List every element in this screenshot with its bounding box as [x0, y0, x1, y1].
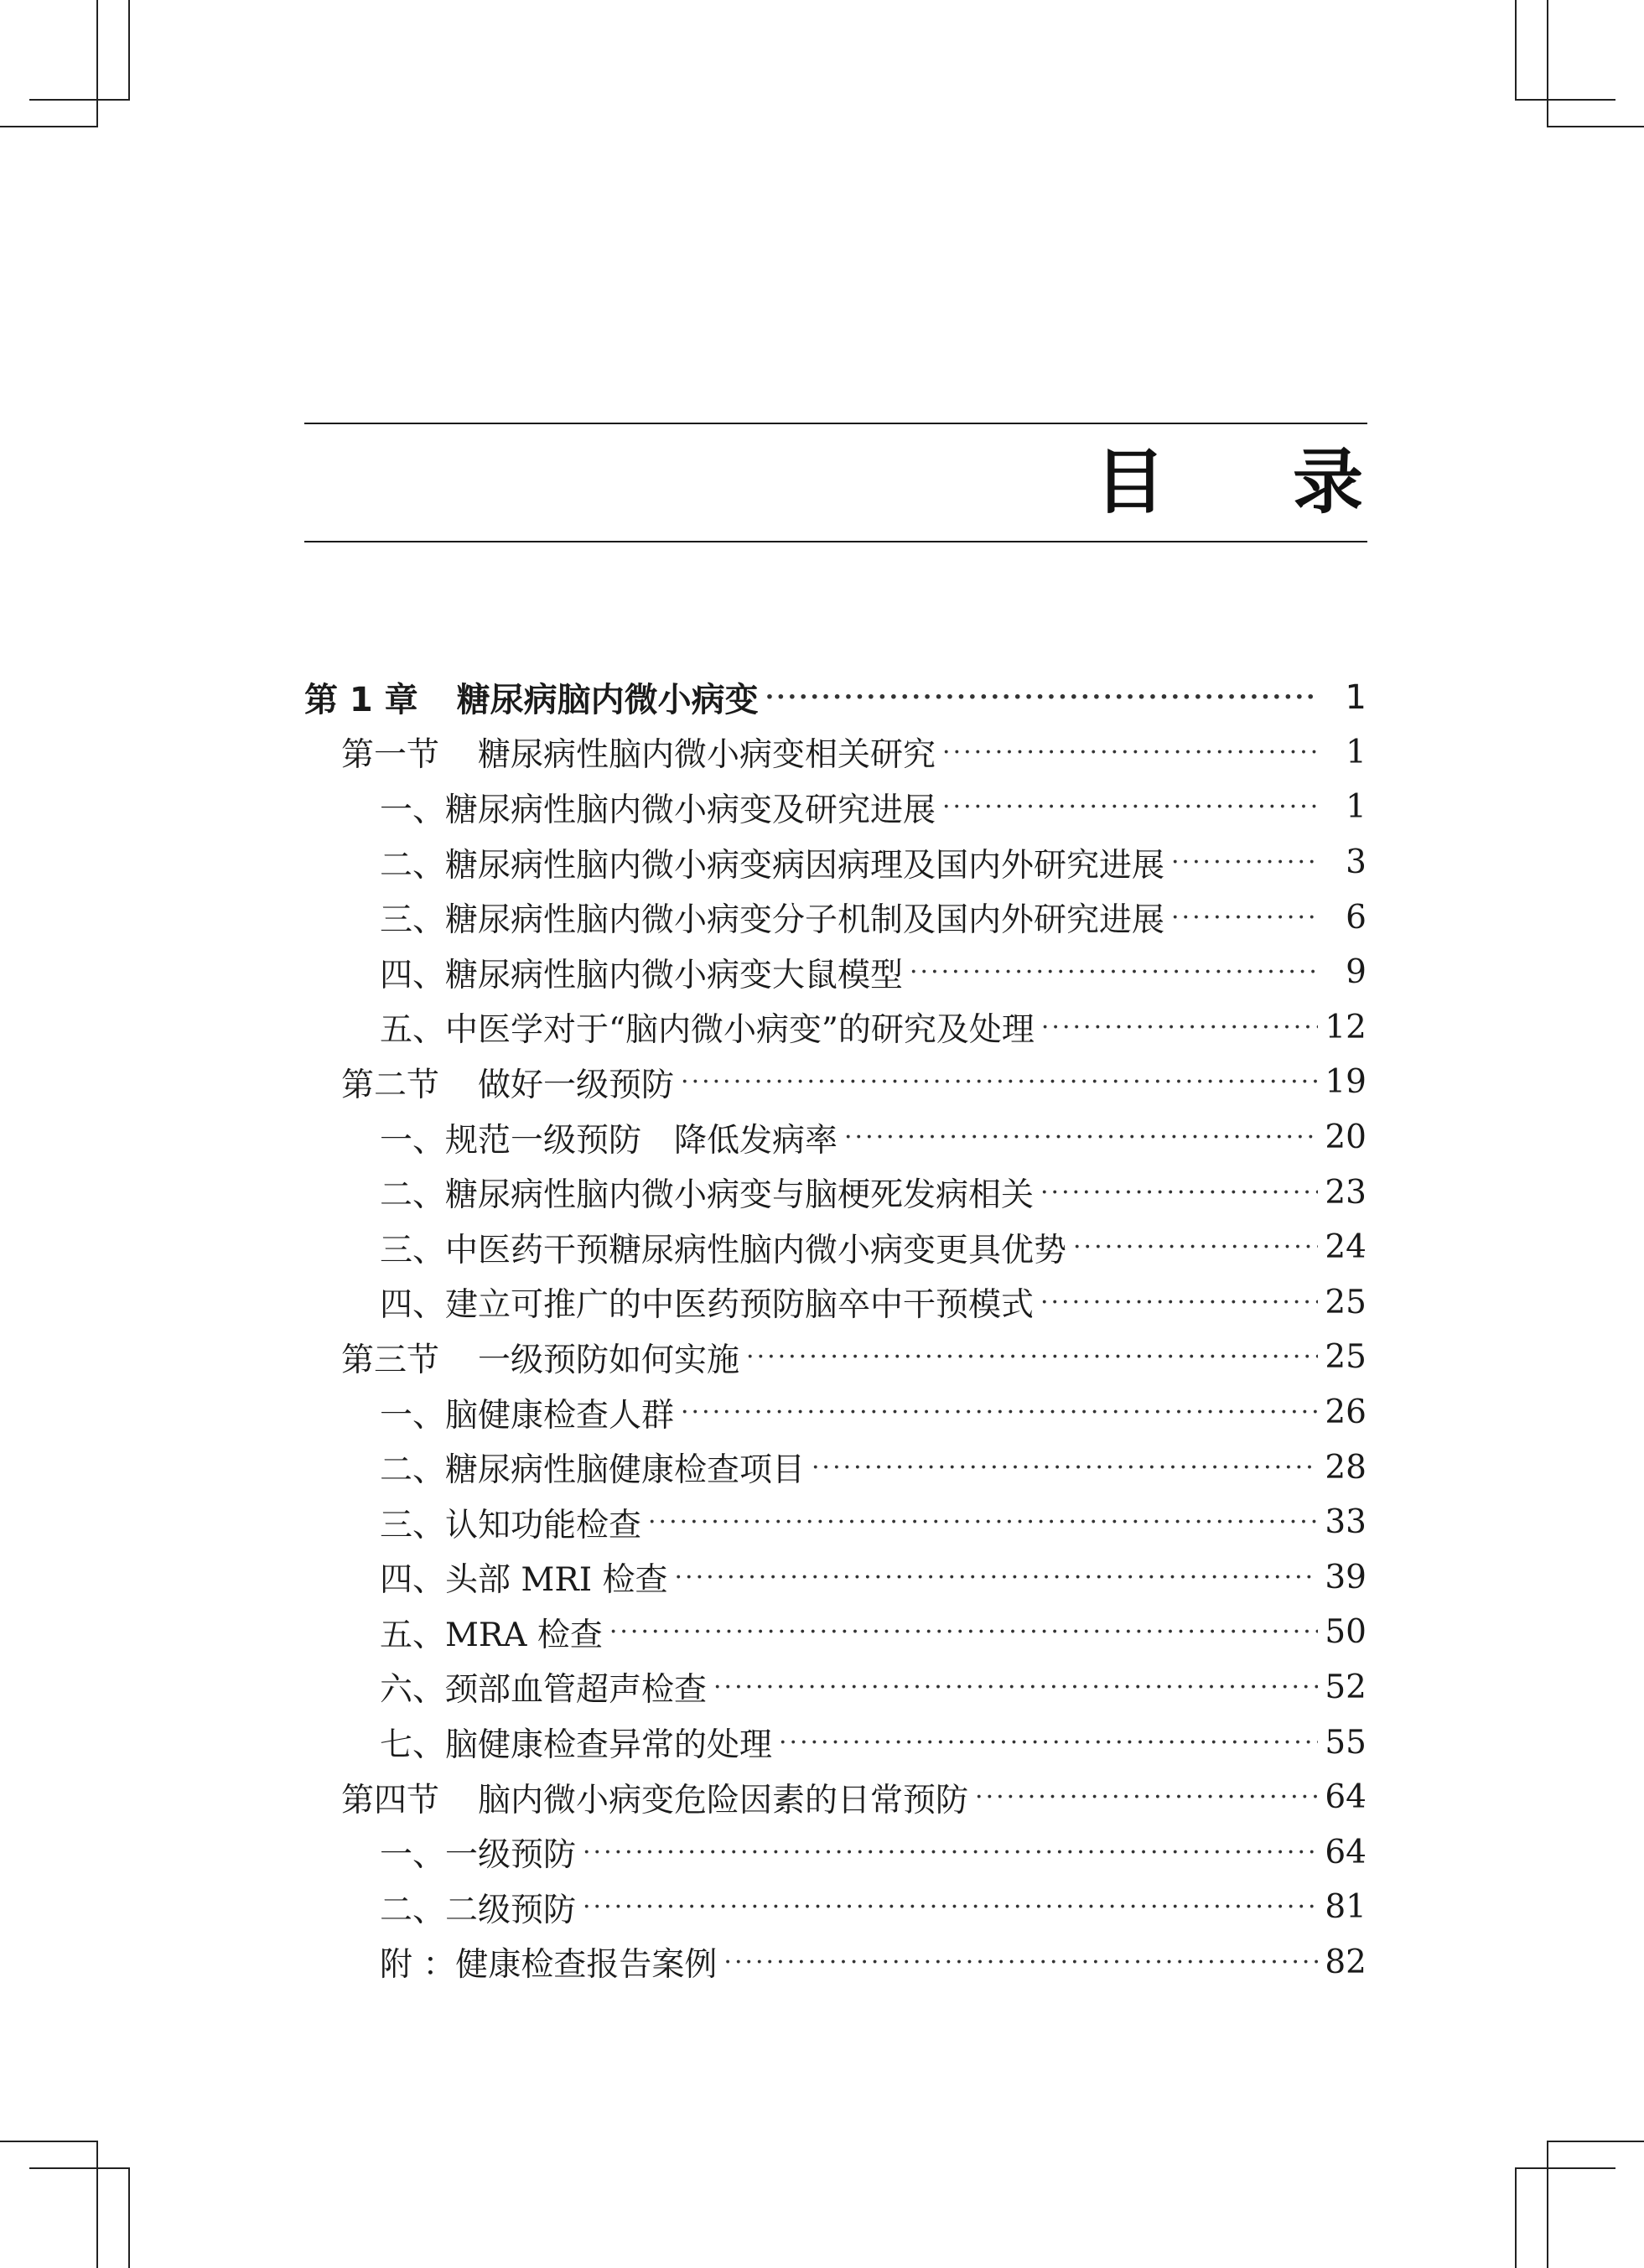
dot-leader	[942, 738, 1320, 767]
dot-leader	[942, 792, 1320, 822]
toc-item-title: 七、脑健康检查异常的处理	[380, 1726, 773, 1765]
toc-item-title: 五、中医学对于“脑内微小病变”的研究及处理	[380, 1011, 1035, 1050]
crop-mark-bottom-left-h	[29, 2167, 130, 2169]
dot-leader	[779, 1728, 1318, 1757]
page-title-char-1: 目	[1095, 441, 1166, 523]
toc-section[interactable]	[304, 1770, 1367, 1825]
toc-section-title: 脑内微小病变危险因素的日常预防	[478, 1781, 969, 1819]
toc-item-title: 一、脑健康检查人群	[380, 1396, 675, 1435]
toc-item[interactable]	[304, 1880, 1367, 1935]
toc-item-title: 一、一级预防	[380, 1836, 577, 1875]
toc-section-number: 第三节	[341, 1341, 440, 1379]
toc-item-title: 二、二级预防	[380, 1891, 577, 1929]
toc-chapter[interactable]	[304, 670, 1367, 725]
crop-mark-top-left-h2	[0, 126, 98, 127]
toc-item[interactable]	[304, 1495, 1367, 1550]
toc-section-title: 一级预防如何实施	[478, 1341, 740, 1379]
toc-page-number: 9	[1346, 953, 1367, 992]
toc-item-title: 三、糖尿病性脑内微小病变分子机制及国内外研究进展	[380, 901, 1165, 940]
toc-page-number: 24	[1325, 1228, 1367, 1267]
dot-leader	[583, 1838, 1318, 1867]
toc-page-number: 26	[1325, 1393, 1367, 1432]
dot-leader	[1041, 1013, 1318, 1042]
dot-leader	[812, 1453, 1318, 1482]
crop-mark-top-right-v	[1515, 0, 1517, 101]
crop-mark-bottom-left-h2	[0, 2141, 98, 2142]
dot-leader	[681, 1067, 1318, 1097]
crop-mark-bottom-right-v	[1515, 2167, 1517, 2268]
toc-page-number: 6	[1346, 898, 1367, 937]
toc-item[interactable]	[304, 1715, 1367, 1770]
crop-mark-top-right-v2	[1547, 0, 1548, 126]
toc-item[interactable]	[304, 1000, 1367, 1056]
toc-item-title: 附 ：健康检查报告案例	[380, 1946, 718, 1985]
toc-item[interactable]	[304, 1440, 1367, 1495]
crop-mark-top-right-h	[1515, 99, 1615, 101]
toc-page-number: 25	[1325, 1338, 1367, 1377]
toc-list	[304, 670, 1367, 1990]
crop-mark-top-right-h2	[1547, 126, 1644, 127]
toc-item[interactable]	[304, 1605, 1367, 1660]
toc-page-number: 25	[1325, 1283, 1367, 1321]
toc-section[interactable]	[304, 725, 1367, 781]
toc-page-number: 50	[1325, 1613, 1367, 1652]
dot-leader	[713, 1673, 1318, 1702]
toc-item-title: 四、建立可推广的中医药预防脑卒中干预模式	[380, 1286, 1035, 1325]
dot-leader	[648, 1508, 1318, 1537]
toc-item[interactable]	[304, 835, 1367, 890]
toc-page-number: 20	[1325, 1118, 1367, 1157]
toc-item-title: 五、MRA 检查	[380, 1616, 603, 1654]
toc-page-number: 1	[1346, 733, 1367, 771]
title-rule-top	[304, 423, 1367, 424]
toc-section-title: 做好一级预防	[478, 1066, 675, 1104]
toc-page-number: 55	[1325, 1723, 1367, 1762]
toc-item-title: 一、规范一级预防 降低发病率	[380, 1121, 838, 1160]
dot-leader	[765, 682, 1320, 712]
toc-item[interactable]	[304, 890, 1367, 945]
toc-item[interactable]	[304, 1660, 1367, 1715]
dot-leader	[1171, 903, 1320, 932]
toc-chapter-number: 第 1 章	[304, 681, 418, 720]
toc-section-number: 第一节	[341, 736, 440, 775]
toc-item-title: 三、认知功能检查	[380, 1506, 642, 1544]
toc-item-title: 六、颈部血管超声检查	[380, 1671, 708, 1710]
toc-page-number: 3	[1346, 843, 1367, 882]
dot-leader	[609, 1617, 1319, 1647]
toc-section-title: 糖尿病性脑内微小病变相关研究	[478, 736, 936, 775]
dot-leader	[1040, 1178, 1318, 1207]
toc-page-number: 82	[1325, 1943, 1367, 1981]
dot-leader	[746, 1342, 1318, 1372]
dot-leader	[583, 1892, 1318, 1922]
toc-item-title: 二、糖尿病性脑健康检查项目	[380, 1451, 806, 1490]
dot-leader	[1073, 1233, 1318, 1262]
title-rule-bottom	[304, 541, 1367, 542]
page-title-char-2: 录	[1293, 441, 1364, 523]
crop-mark-bottom-left-v2	[96, 2141, 98, 2268]
toc-item[interactable]	[304, 780, 1367, 835]
toc-page-number: 28	[1325, 1448, 1367, 1487]
toc-item[interactable]	[304, 1824, 1367, 1880]
toc-item-title: 四、头部 MRI 检查	[380, 1561, 668, 1600]
toc-item[interactable]	[304, 1220, 1367, 1275]
toc-item-title: 三、中医药干预糖尿病性脑内微小病变更具优势	[380, 1231, 1067, 1269]
toc-section-number: 第二节	[341, 1066, 440, 1104]
toc-page-number: 23	[1325, 1173, 1367, 1212]
dot-leader	[844, 1123, 1318, 1152]
dot-leader	[723, 1948, 1318, 1977]
toc-page-number: 39	[1325, 1558, 1367, 1596]
toc-page-number: 64	[1325, 1833, 1367, 1871]
crop-mark-top-left-h	[29, 99, 130, 101]
dot-leader	[910, 958, 1320, 987]
crop-mark-bottom-left-v	[128, 2167, 130, 2268]
toc-section[interactable]	[304, 1330, 1367, 1385]
dot-leader	[1040, 1288, 1318, 1317]
dot-leader	[1171, 848, 1320, 877]
dot-leader	[675, 1563, 1319, 1592]
toc-item[interactable]	[304, 945, 1367, 1000]
toc-page-number: 1	[1345, 677, 1367, 717]
dot-leader	[975, 1783, 1318, 1812]
crop-mark-bottom-right-h2	[1547, 2141, 1644, 2142]
toc-page-number: 1	[1346, 788, 1367, 827]
toc-item[interactable]	[304, 1110, 1367, 1165]
toc-item-title: 二、糖尿病性脑内微小病变病因病理及国内外研究进展	[380, 846, 1165, 885]
toc-item-title: 一、糖尿病性脑内微小病变及研究进展	[380, 791, 936, 829]
toc-page-number: 52	[1325, 1668, 1367, 1706]
toc-page-number: 33	[1325, 1503, 1367, 1542]
toc-page-number: 12	[1325, 1008, 1367, 1046]
toc-item[interactable]	[304, 1165, 1367, 1220]
toc-item-title: 二、糖尿病性脑内微小病变与脑梗死发病相关	[380, 1176, 1035, 1215]
toc-section[interactable]	[304, 1055, 1367, 1110]
crop-mark-top-left-v2	[96, 0, 98, 126]
toc-item[interactable]	[304, 1935, 1367, 1990]
crop-mark-bottom-right-h	[1515, 2167, 1615, 2169]
toc-chapter-title: 糖尿病脑内微小病变	[456, 681, 759, 720]
crop-mark-bottom-right-v2	[1547, 2141, 1548, 2268]
page-title	[304, 436, 1367, 528]
toc-item[interactable]	[304, 1385, 1367, 1440]
crop-mark-top-left-v	[128, 0, 130, 101]
toc-page-number: 64	[1325, 1778, 1367, 1817]
toc-page-number: 19	[1325, 1063, 1367, 1102]
toc-section-number: 第四节	[341, 1781, 440, 1819]
toc-page-number: 81	[1325, 1888, 1367, 1927]
toc-item[interactable]	[304, 1550, 1367, 1606]
dot-leader	[681, 1398, 1318, 1427]
toc-item[interactable]	[304, 1275, 1367, 1331]
toc-item-title: 四、糖尿病性脑内微小病变大鼠模型	[380, 956, 904, 994]
